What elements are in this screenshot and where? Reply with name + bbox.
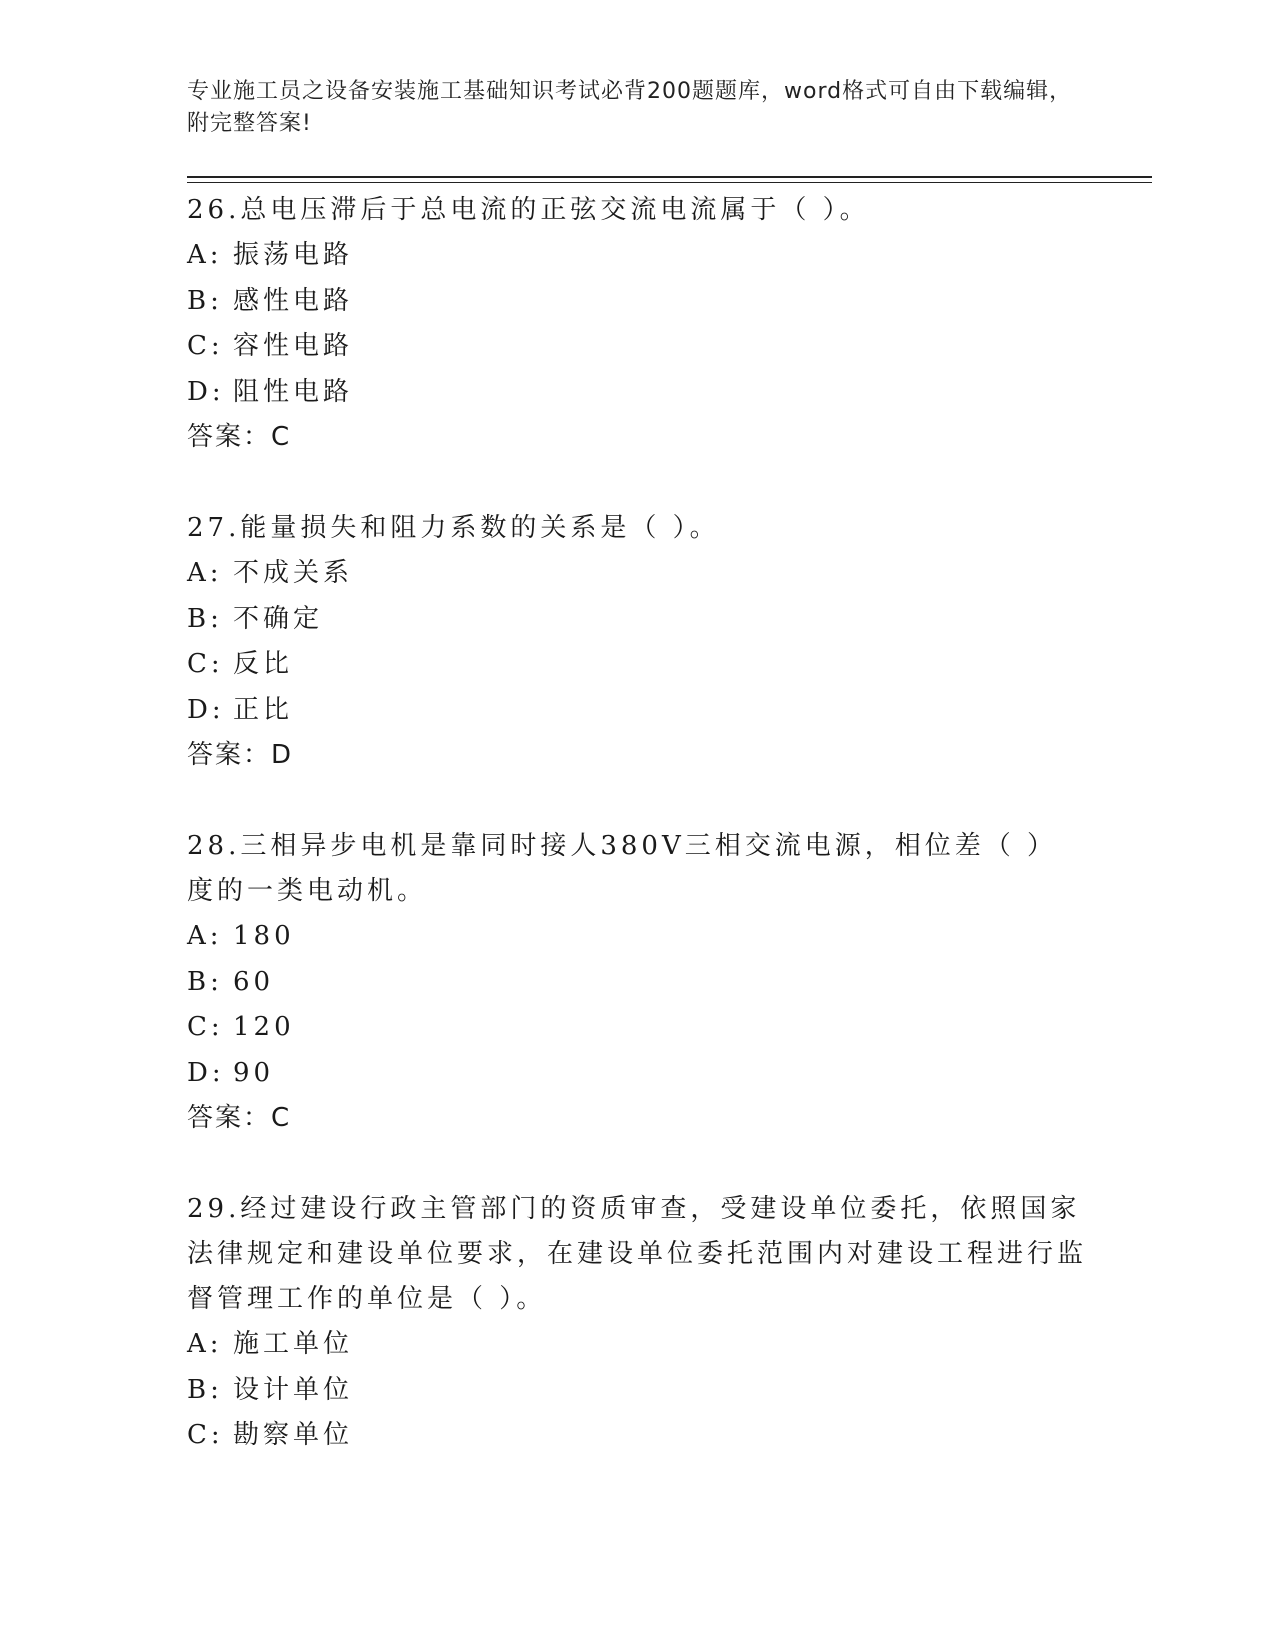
- answer-text: 答案：C: [187, 422, 292, 452]
- option-letter: B:: [187, 966, 223, 997]
- option-letter: D:: [187, 1057, 225, 1088]
- option-letter: B:: [187, 603, 223, 634]
- option-letter: A:: [187, 558, 223, 588]
- option-letter: C:: [187, 1012, 224, 1042]
- option-c: [187, 324, 1087, 370]
- question-text: 29.经过建设行政主管部门的资质审查，受建设单位委托，依照国家法律规定和建设单位要求，在建设单位委托范围内对建设工程进行监督管理工作的单位是（ ）。: [187, 1194, 1088, 1314]
- option-text: 90: [233, 1057, 275, 1088]
- option-text: 设计单位: [233, 1374, 354, 1405]
- header-divider-thin: [187, 182, 1152, 183]
- option-letter: D:: [187, 376, 225, 407]
- option-c: [187, 1005, 1087, 1051]
- option-text: 容性电路: [233, 331, 354, 361]
- question-list: [187, 188, 1087, 1505]
- question-29: [187, 1187, 1087, 1459]
- option-a: [187, 914, 1087, 960]
- option-text: 180: [233, 921, 295, 951]
- answer-text: 答案：C: [187, 1103, 292, 1133]
- option-b: [187, 1368, 1087, 1414]
- option-c: [187, 642, 1087, 688]
- option-text: 60: [233, 966, 275, 997]
- option-text: 施工单位: [233, 1329, 354, 1359]
- option-letter: D:: [187, 694, 225, 725]
- option-text: 振荡电路: [233, 240, 354, 270]
- option-letter: C:: [187, 649, 224, 679]
- question-text: 28.三相异步电机是靠同时接人380V三相交流电源，相位差（ ）度的一类电动机。: [187, 831, 1058, 906]
- question-text: 26.总电压滞后于总电流的正弦交流电流属于（ ）。: [187, 195, 870, 225]
- option-text: 勘察单位: [233, 1420, 354, 1450]
- option-text: 正比: [233, 694, 294, 725]
- option-d: [187, 370, 1087, 416]
- option-a: [187, 551, 1087, 597]
- option-letter: A:: [187, 1329, 223, 1359]
- option-letter: C:: [187, 1420, 224, 1450]
- option-text: 感性电路: [233, 285, 354, 316]
- question-26: [187, 188, 1087, 460]
- option-letter: C:: [187, 331, 224, 361]
- document-header: 专业施工员之设备安装施工基础知识考试必背200题题库，word格式可自由下载编辑，附完整答案!: [187, 79, 1073, 136]
- answer-text: 答案：D: [187, 740, 294, 770]
- option-text: 120: [233, 1012, 295, 1042]
- option-text: 反比: [233, 649, 294, 679]
- question-text: 27.能量损失和阻力系数的关系是（ ）。: [187, 513, 720, 543]
- option-letter: B:: [187, 285, 223, 316]
- option-letter: A:: [187, 921, 223, 951]
- option-letter: B:: [187, 1374, 223, 1405]
- header-divider-thick: [187, 176, 1152, 178]
- option-text: 阻性电路: [233, 376, 354, 407]
- option-b: [187, 597, 1087, 643]
- option-d: [187, 688, 1087, 734]
- option-b: [187, 279, 1087, 325]
- option-letter: A:: [187, 240, 223, 270]
- question-27: [187, 506, 1087, 778]
- option-c: [187, 1413, 1087, 1459]
- option-text: 不确定: [233, 603, 324, 634]
- option-d: [187, 1051, 1087, 1097]
- option-a: [187, 1322, 1087, 1368]
- option-b: [187, 960, 1087, 1006]
- option-a: [187, 233, 1087, 279]
- question-28: [187, 824, 1087, 1141]
- option-text: 不成关系: [233, 558, 354, 588]
